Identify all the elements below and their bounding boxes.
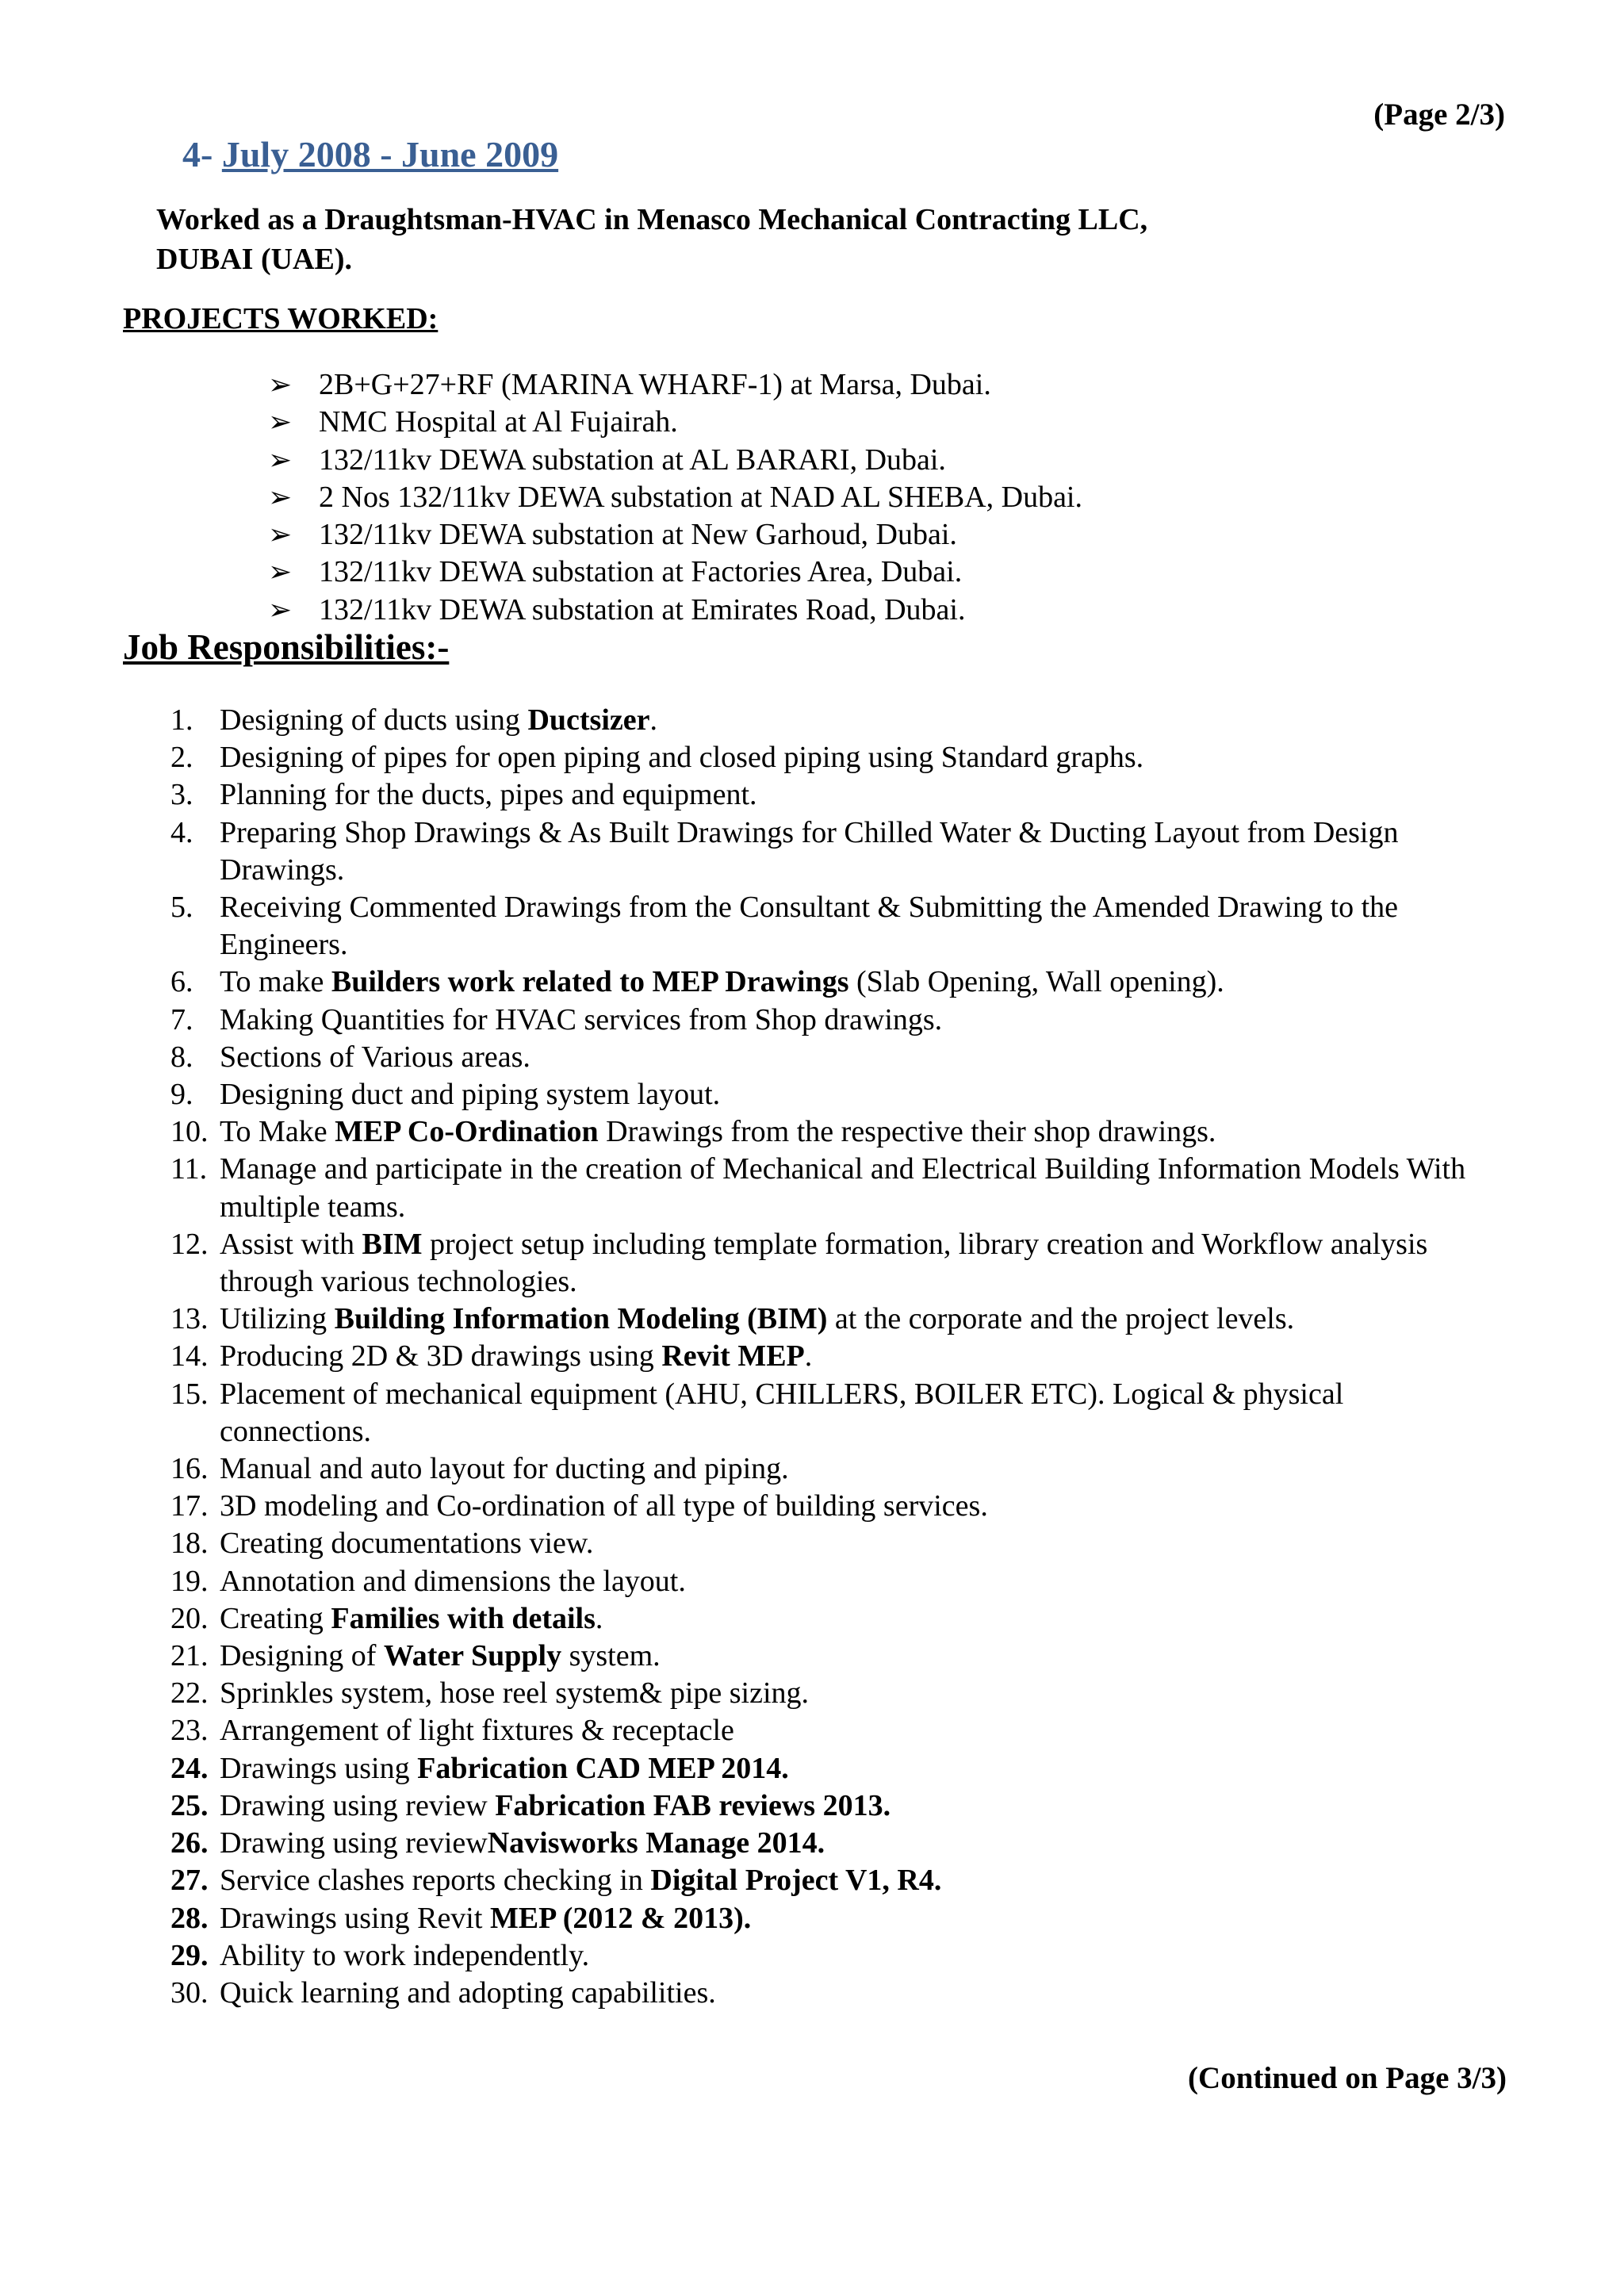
responsibility-item — [170, 964, 1493, 1001]
responsibility-text-bold: Water Supply — [383, 1639, 562, 1673]
responsibility-text-bold: BIM — [362, 1227, 423, 1261]
project-item — [268, 554, 1082, 591]
responsibility-item — [170, 1712, 1493, 1749]
responsibility-item — [170, 889, 1493, 964]
project-text: 2B+G+27+RF (MARINA WHARF-1) at Marsa, Dubai. — [319, 368, 991, 401]
item-number: 8. — [170, 1040, 193, 1074]
responsibility-item — [170, 1488, 1493, 1525]
responsibility-item — [170, 1787, 1493, 1825]
responsibility-item — [170, 1450, 1493, 1488]
item-number: 19. — [170, 1564, 209, 1598]
item-number: 30. — [170, 1975, 209, 2010]
responsibility-item — [170, 702, 1493, 739]
responsibility-text: Sprinkles system, hose reel system& pipe sizing. — [220, 1676, 810, 1711]
project-item — [268, 479, 1082, 516]
item-number: 18. — [170, 1527, 209, 1561]
responsibility-item — [170, 1900, 1493, 1937]
responsibility-item — [170, 739, 1493, 776]
responsibility-text: 3D modeling and Co-ordination of all type of building services. — [220, 1489, 988, 1523]
responsibility-text-bold: Fabrication CAD MEP 2014. — [417, 1751, 789, 1785]
arrow-bullet-icon: ➢ — [268, 481, 293, 513]
responsibility-text: Quick learning and adopting capabilities. — [220, 1975, 716, 2010]
responsibility-text: Arrangement of light fixtures & receptacle — [220, 1714, 734, 1748]
responsibility-text: Receiving Commented Drawings from the Consultant & Submitting the Amended Drawing to the Engineers. — [220, 891, 1399, 962]
arrow-bullet-icon: ➢ — [268, 593, 293, 626]
responsibility-text: Utilizing — [220, 1302, 335, 1336]
employment-period — [182, 133, 558, 175]
item-number: 13. — [170, 1302, 209, 1336]
item-number: 21. — [170, 1639, 209, 1673]
project-text: 132/11kv DEWA substation at Emirates Road, Dubai. — [319, 592, 966, 626]
responsibility-text-bold: MEP (2012 & 2013). — [489, 1901, 752, 1935]
responsibility-item — [170, 1301, 1493, 1338]
item-number: 3. — [170, 778, 193, 812]
responsibility-item — [170, 1825, 1493, 1862]
responsibility-text: Manage and participate in the creation of Mechanical and Electrical Building Information Models With multiple teams. — [220, 1152, 1466, 1224]
responsibility-item — [170, 1151, 1493, 1225]
responsibility-text: system. — [561, 1639, 661, 1673]
responsibility-text-bold: Revit MEP — [661, 1339, 805, 1374]
responsibility-item — [170, 1525, 1493, 1562]
project-item — [268, 516, 1082, 554]
arrow-bullet-icon: ➢ — [268, 406, 293, 439]
responsibility-item — [170, 1002, 1493, 1039]
project-item — [268, 404, 1082, 441]
responsibility-item — [170, 1338, 1493, 1375]
responsibility-text: Ability to work independently. — [220, 1938, 590, 1972]
item-number: 17. — [170, 1489, 209, 1523]
responsibility-text: Drawings using Revit — [220, 1901, 490, 1935]
project-text: 132/11kv DEWA substation at AL BARARI, Dubai. — [319, 443, 946, 477]
item-number: 29. — [170, 1938, 209, 1972]
arrow-bullet-icon: ➢ — [268, 556, 293, 588]
responsibility-text: at the corporate and the project levels. — [827, 1302, 1295, 1336]
responsibility-text: project setup including template formation, library creation and Workflow analysis through various technologies. — [220, 1227, 1428, 1299]
job-title-line-1: Worked as a Draughtsman-HVAC in Menasco Mechanical Contracting LLC, — [156, 203, 1148, 236]
responsibility-text: Manual and auto layout for ducting and piping. — [220, 1452, 789, 1486]
responsibility-text-bold: Families with details — [331, 1601, 596, 1635]
project-text: 132/11kv DEWA substation at New Garhoud, Dubai. — [319, 518, 957, 552]
responsibility-text: . — [595, 1601, 603, 1635]
item-number: 23. — [170, 1714, 209, 1748]
responsibility-text: Drawing using review — [220, 1826, 488, 1860]
item-number: 9. — [170, 1078, 193, 1112]
responsibility-text: Drawings using — [220, 1751, 418, 1785]
item-number: 12. — [170, 1227, 209, 1261]
job-title-line-2: DUBAI (UAE). — [156, 243, 352, 276]
item-number: 16. — [170, 1452, 209, 1486]
item-number: 4. — [170, 815, 193, 849]
responsibility-text: Making Quantities for HVAC services from Shop drawings. — [220, 1002, 943, 1036]
item-number: 20. — [170, 1601, 209, 1635]
responsibility-item — [170, 1563, 1493, 1600]
responsibility-text: . — [649, 703, 657, 737]
continued-note: (Continued on Page 3/3) — [1188, 2061, 1507, 2095]
responsibility-text: Designing of ducts using — [220, 703, 528, 737]
responsibility-text: Creating documentations view. — [220, 1527, 594, 1561]
period-number: 4- — [182, 134, 213, 174]
item-number: 2. — [170, 741, 193, 775]
item-number: 27. — [170, 1864, 209, 1898]
item-number: 1. — [170, 703, 193, 737]
responsibility-text: Assist with — [220, 1227, 362, 1261]
period-dates: July 2008 - June 2009 — [221, 134, 559, 174]
page-number: (Page 2/3) — [1373, 98, 1505, 132]
item-number: 14. — [170, 1339, 209, 1374]
responsibility-text: Drawings from the respective their shop drawings. — [598, 1115, 1216, 1149]
item-number: 15. — [170, 1377, 209, 1411]
responsibility-text-bold: Builders work related to MEP Drawings — [331, 965, 849, 999]
item-number: 26. — [170, 1826, 209, 1860]
responsibility-item — [170, 1376, 1493, 1450]
item-number: 22. — [170, 1676, 209, 1711]
responsibility-text: (Slab Opening, Wall opening). — [848, 965, 1224, 999]
projects-heading: PROJECTS WORKED: — [123, 302, 439, 335]
responsibility-item — [170, 1638, 1493, 1675]
responsibilities-list — [170, 702, 1493, 2012]
responsibility-text: Preparing Shop Drawings & As Built Drawings for Chilled Water & Ducting Layout from Design Drawings. — [220, 815, 1399, 887]
responsibility-text: Sections of Various areas. — [220, 1040, 530, 1074]
item-number: 6. — [170, 965, 193, 999]
item-number: 7. — [170, 1002, 193, 1036]
item-number: 11. — [170, 1152, 208, 1186]
responsibility-text: Planning for the ducts, pipes and equipment. — [220, 778, 757, 812]
responsibility-text-bold: MEP Co-Ordination — [335, 1115, 599, 1149]
arrow-bullet-icon: ➢ — [268, 519, 293, 551]
project-item — [268, 592, 1082, 629]
responsibility-text-bold: Navisworks Manage 2014. — [487, 1826, 825, 1860]
responsibility-item — [170, 1975, 1493, 2012]
item-number: 28. — [170, 1901, 209, 1935]
responsibility-text: Placement of mechanical equipment (AHU, CHILLERS, BOILER ETC). Logical & physical connections. — [220, 1377, 1344, 1448]
responsibility-text: To Make — [220, 1115, 335, 1149]
responsibilities-heading: Job Responsibilities:- — [123, 627, 450, 667]
project-text: 2 Nos 132/11kv DEWA substation at NAD AL SHEBA, Dubai. — [319, 480, 1082, 514]
responsibility-item — [170, 1076, 1493, 1113]
responsibility-text: To make — [220, 965, 331, 999]
responsibility-item — [170, 1675, 1493, 1712]
project-text: NMC Hospital at Al Fujairah. — [319, 405, 678, 439]
responsibility-item — [170, 776, 1493, 814]
responsibility-text: Designing duct and piping system layout. — [220, 1078, 721, 1112]
item-number: 24. — [170, 1751, 209, 1785]
responsibility-text-bold: Fabrication FAB reviews 2013. — [495, 1788, 891, 1822]
responsibility-item — [170, 1226, 1493, 1301]
responsibility-item — [170, 1039, 1493, 1076]
job-title-company — [156, 200, 1346, 279]
responsibility-item — [170, 1113, 1493, 1151]
arrow-bullet-icon: ➢ — [268, 443, 293, 476]
responsibility-text: Designing of pipes for open piping and closed piping using Standard graphs. — [220, 741, 1144, 775]
responsibility-text: Producing 2D & 3D drawings using — [220, 1339, 662, 1374]
responsibility-item — [170, 1750, 1493, 1787]
arrow-bullet-icon: ➢ — [268, 369, 293, 400]
responsibility-text-bold: Ductsizer — [527, 703, 650, 737]
projects-list — [268, 366, 1082, 629]
responsibility-text: Creating — [220, 1601, 331, 1635]
project-text: 132/11kv DEWA substation at Factories Area, Dubai. — [319, 555, 963, 589]
responsibility-item — [170, 1937, 1493, 1975]
project-item — [268, 366, 1082, 404]
responsibility-item — [170, 1862, 1493, 1899]
responsibility-text-bold: Digital Project V1, R4. — [650, 1864, 942, 1898]
responsibility-item — [170, 1600, 1493, 1638]
item-number: 25. — [170, 1788, 209, 1822]
project-item — [268, 442, 1082, 479]
responsibility-text: . — [804, 1339, 813, 1374]
responsibility-text: Drawing using review — [220, 1788, 496, 1822]
responsibility-text-bold: Building Information Modeling (BIM) — [334, 1302, 828, 1336]
item-number: 10. — [170, 1115, 209, 1149]
responsibility-text: Service clashes reports checking in — [220, 1864, 651, 1898]
responsibility-text: Annotation and dimensions the layout. — [220, 1564, 686, 1598]
responsibility-text: Designing of — [220, 1639, 384, 1673]
responsibility-item — [170, 814, 1493, 889]
item-number: 5. — [170, 891, 193, 925]
